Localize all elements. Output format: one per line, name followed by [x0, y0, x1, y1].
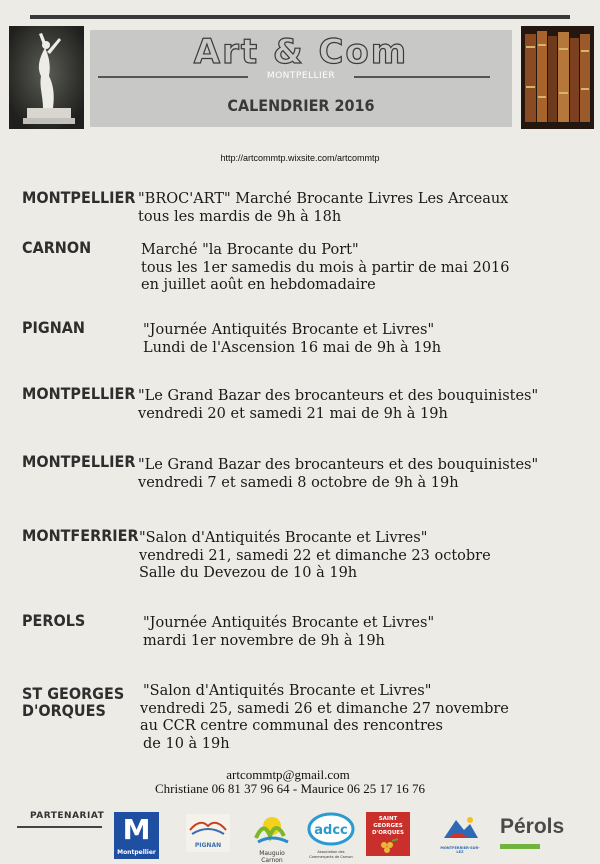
top-rule	[30, 15, 570, 19]
event-details	[143, 322, 441, 357]
calendar-heading: CALENDRIER 2016	[227, 96, 375, 115]
event-city: MONTPELLIER	[22, 452, 136, 471]
event-city: MONTPELLIER	[22, 384, 136, 403]
event-city-line: D'ORQUES	[22, 701, 106, 720]
adcc-emblem-icon	[307, 812, 355, 846]
website-link[interactable]: http://artcommtp.wixsite.com/artcommtp	[220, 153, 380, 163]
montferrier-emblem-icon	[438, 814, 482, 842]
event-city: PIGNAN	[22, 318, 85, 337]
saint-georges-logo	[366, 812, 410, 856]
montferrier-name: MONTFERRIER-SUR-LEZ	[440, 846, 480, 854]
montpellier-mark: M	[114, 812, 159, 848]
adcc-logo	[307, 812, 355, 858]
books-photo	[521, 26, 594, 129]
event-line: vendredi 25, samedi 26 et dimanche 27 novembre	[140, 700, 509, 717]
event-line: mardi 1er novembre de 9h à 19h	[143, 632, 385, 649]
statue-photo	[9, 26, 84, 129]
montpellier-name: Montpellier	[114, 848, 159, 859]
event-line: "Salon d'Antiquités Brocante et Livres"	[143, 683, 432, 699]
montpellier-logo	[114, 812, 159, 859]
event-city: MONTFERRIER	[22, 526, 139, 545]
event-details	[143, 615, 434, 650]
event-line: tous les mardis de 9h à 18h	[138, 208, 342, 225]
mauguio-emblem-icon	[250, 812, 294, 846]
perols-name: Pérols	[500, 815, 565, 838]
mauguio-name: Mauguio Carnon	[259, 850, 285, 864]
mauguio-carnon-logo	[250, 812, 294, 864]
event-city	[22, 685, 124, 719]
event-details	[138, 191, 508, 226]
event-line: vendredi 20 et samedi 21 mai de 9h à 19h	[138, 405, 448, 422]
partners-rule	[17, 826, 102, 828]
event-line: "BROC'ART" Marché Brocante Livres Les Arceaux	[138, 191, 509, 207]
partners-label: PARTENARIAT	[30, 811, 105, 821]
event-line: Salle du Devezou de 10 à 19h	[139, 565, 358, 581]
event-line: "Journée Antiquités Brocante et Livres"	[143, 615, 435, 631]
title-banner	[90, 30, 512, 127]
event-line: "Le Grand Bazar des brocanteurs et des bouquinistes"	[138, 388, 539, 404]
adcc-name: Association des Commerçants de Carnon	[309, 850, 353, 859]
pignan-name: PIGNAN	[194, 842, 222, 849]
saint-georges-name: SAINT GEORGES D'ORQUES	[371, 816, 405, 836]
event-details	[140, 683, 509, 753]
event-details	[138, 457, 538, 492]
event-line: "Journée Antiquités Brocante et Livres"	[143, 322, 435, 338]
event-line: Marché "la Brocante du Port"	[141, 242, 359, 258]
contact-phones: Christiane 06 81 37 96 64 - Maurice 06 25 17 16 76	[154, 781, 426, 796]
event-details	[141, 242, 509, 295]
event-line: "Le Grand Bazar des brocanteurs et des bouquinistes"	[138, 457, 539, 473]
site-title: Art & Com	[193, 32, 409, 72]
event-line: Lundi de l'Ascension 16 mai de 9h à 19h	[143, 339, 442, 356]
svg-text:adcc: adcc	[314, 823, 348, 838]
event-line: au CCR centre communal des rencontres	[140, 718, 443, 734]
event-line: tous les 1er samedis du mois à partir de mai 2016	[141, 259, 510, 276]
event-line: de 10 à 19h	[143, 735, 230, 752]
event-line: "Salon d'Antiquités Brocante et Livres"	[139, 530, 428, 546]
banner-subtitle: MONTPELLIER	[266, 71, 336, 81]
perols-logo	[500, 812, 565, 858]
event-city: PEROLS	[22, 611, 86, 630]
event-details	[139, 530, 491, 583]
event-city: MONTPELLIER	[22, 188, 136, 207]
montferrier-logo	[438, 814, 482, 852]
event-line: vendredi 7 et samedi 8 octobre de 9h à 19h	[138, 474, 459, 491]
event-city: CARNON	[22, 238, 92, 257]
event-details	[138, 388, 538, 423]
event-line: vendredi 21, samedi 22 et dimanche 23 octobre	[139, 547, 491, 564]
contact-email[interactable]: artcommtp@gmail.com	[226, 767, 350, 782]
event-line: en juillet août en hebdomadaire	[141, 277, 376, 293]
event-city-line: ST GEORGES	[22, 684, 125, 703]
pignan-emblem-icon	[186, 814, 230, 838]
pignan-logo	[186, 814, 230, 852]
perols-wave	[500, 844, 540, 849]
grapes-icon	[366, 837, 410, 859]
